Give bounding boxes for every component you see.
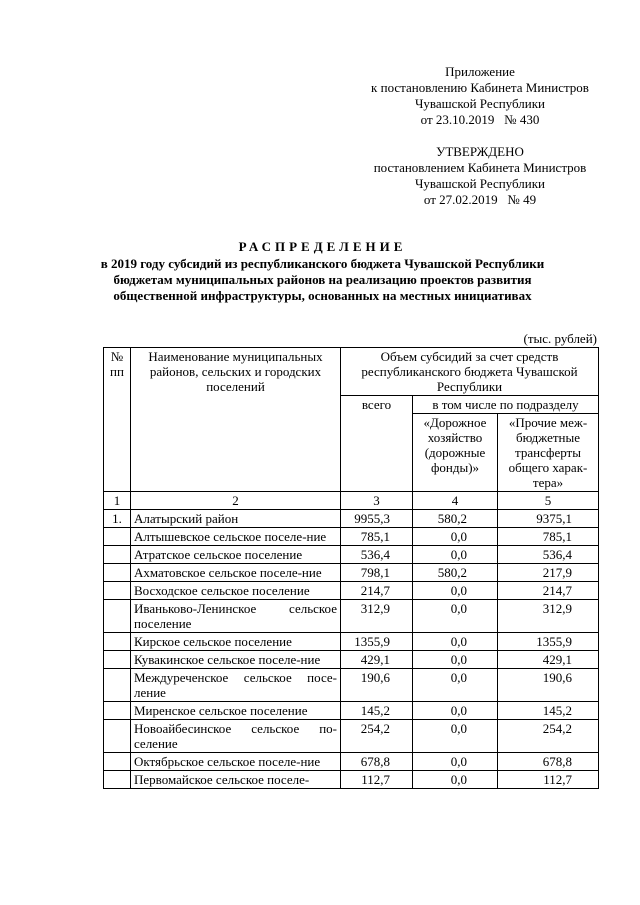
row-road: 580,2 [413, 510, 498, 528]
header-including: в том числе по подразделу [413, 396, 599, 414]
column-numbers-row [104, 492, 599, 510]
row-number [104, 669, 131, 702]
row-number [104, 546, 131, 564]
table-row [104, 600, 599, 633]
row-name: Миренское сельское поселение [131, 702, 341, 720]
header-volume: Объем субсидий за счет средств республиканского бюджета Чувашской Республики [341, 348, 599, 396]
table-row [104, 669, 599, 702]
row-other: 9375,1 [498, 510, 599, 528]
row-name: Ахматовское сельское поселе-ние [131, 564, 341, 582]
annex-title: Приложение [445, 64, 515, 79]
header-name: Наименование муниципальных районов, сельских и городских поселений [131, 348, 341, 492]
row-other: 429,1 [498, 651, 599, 669]
row-road: 0,0 [413, 546, 498, 564]
row-number [104, 582, 131, 600]
row-total: 190,6 [341, 669, 413, 702]
approved-date-number: от 27.02.2019 № 49 [423, 192, 537, 207]
row-road: 0,0 [413, 582, 498, 600]
row-number [104, 753, 131, 771]
row-total: 254,2 [341, 720, 413, 753]
row-number [104, 771, 131, 789]
row-road: 0,0 [413, 771, 498, 789]
row-total: 112,7 [341, 771, 413, 789]
row-total: 214,7 [341, 582, 413, 600]
row-number: 1. [104, 510, 131, 528]
col-number-1: 1 [104, 492, 131, 510]
row-name: Атратское сельское поселение [131, 546, 341, 564]
row-total: 429,1 [341, 651, 413, 669]
row-name: Иваньково-Ленинское сельское поселение [131, 600, 341, 633]
header-other: «Прочие меж-бюджетные трансферты общего харак-тера» [498, 414, 599, 492]
approved-resolution: постановлением Кабинета Министров [373, 160, 587, 175]
table-row [104, 651, 599, 669]
row-other: 217,9 [498, 564, 599, 582]
document-title [40, 239, 605, 304]
row-name: Алатырский район [131, 510, 341, 528]
annex-resolution: к постановлению Кабинета Министров [371, 80, 589, 95]
row-name: Междуреченское сельское посе-ление [131, 669, 341, 702]
table-row [104, 528, 599, 546]
title-heading: РАСПРЕДЕЛЕНИЕ [238, 239, 407, 254]
subsidy-table [103, 347, 599, 789]
approved-block [345, 144, 615, 208]
table-row [104, 633, 599, 651]
row-name: Алтышевское сельское поселе-ние [131, 528, 341, 546]
row-other: 536,4 [498, 546, 599, 564]
approved-title: УТВЕРЖДЕНО [436, 144, 524, 159]
table-row [104, 771, 599, 789]
row-other: 190,6 [498, 669, 599, 702]
row-number [104, 600, 131, 633]
col-number-2: 2 [131, 492, 341, 510]
row-road: 0,0 [413, 702, 498, 720]
table-row [104, 720, 599, 753]
row-total: 9955,3 [341, 510, 413, 528]
row-total: 798,1 [341, 564, 413, 582]
row-number [104, 651, 131, 669]
col-number-4: 4 [413, 492, 498, 510]
header-total: всего [341, 396, 413, 492]
row-number [104, 564, 131, 582]
row-road: 0,0 [413, 651, 498, 669]
row-name: Кирское сельское поселение [131, 633, 341, 651]
row-road: 0,0 [413, 633, 498, 651]
row-other: 312,9 [498, 600, 599, 633]
row-other: 1355,9 [498, 633, 599, 651]
row-name: Восходское сельское поселение [131, 582, 341, 600]
row-other: 678,8 [498, 753, 599, 771]
row-number [104, 528, 131, 546]
table-body [104, 510, 599, 789]
row-road: 580,2 [413, 564, 498, 582]
annex-republic: Чувашской Республики [414, 96, 546, 111]
row-total: 678,8 [341, 753, 413, 771]
row-number [104, 633, 131, 651]
row-total: 145,2 [341, 702, 413, 720]
col-number-3: 3 [341, 492, 413, 510]
approved-republic: Чувашской Республики [414, 176, 546, 191]
table-row [104, 510, 599, 528]
header-road: «Дорожное хозяйство (дорожные фонды)» [413, 414, 498, 492]
annex-date-number: от 23.10.2019 № 430 [420, 112, 540, 127]
row-other: 785,1 [498, 528, 599, 546]
row-road: 0,0 [413, 753, 498, 771]
title-line-3: общественной инфраструктуры, основанных на местных инициативах [113, 288, 532, 303]
row-number [104, 702, 131, 720]
row-total: 536,4 [341, 546, 413, 564]
row-name: Кувакинское сельское поселе-ние [131, 651, 341, 669]
table-row [104, 702, 599, 720]
title-line-1: в 2019 году субсидий из республиканского бюджета Чувашской Республики [100, 256, 545, 271]
row-total: 312,9 [341, 600, 413, 633]
table-row [104, 546, 599, 564]
row-name: Первомайское сельское поселе- [131, 771, 341, 789]
row-total: 1355,9 [341, 633, 413, 651]
row-other: 145,2 [498, 702, 599, 720]
row-road: 0,0 [413, 720, 498, 753]
row-other: 254,2 [498, 720, 599, 753]
table-row [104, 582, 599, 600]
row-road: 0,0 [413, 669, 498, 702]
title-line-2: бюджетам муниципальных районов на реализацию проектов развития [113, 272, 532, 287]
row-number [104, 720, 131, 753]
row-road: 0,0 [413, 600, 498, 633]
row-other: 112,7 [498, 771, 599, 789]
header-number: № пп [104, 348, 131, 492]
table-row [104, 753, 599, 771]
row-other: 214,7 [498, 582, 599, 600]
col-number-5: 5 [498, 492, 599, 510]
row-name: Новоайбесинское сельское по-селение [131, 720, 341, 753]
row-name: Октябрьское сельское поселе-ние [131, 753, 341, 771]
units-label: (тыс. рублей) [523, 331, 597, 346]
annex-block [345, 64, 615, 128]
row-road: 0,0 [413, 528, 498, 546]
row-total: 785,1 [341, 528, 413, 546]
table-row [104, 564, 599, 582]
